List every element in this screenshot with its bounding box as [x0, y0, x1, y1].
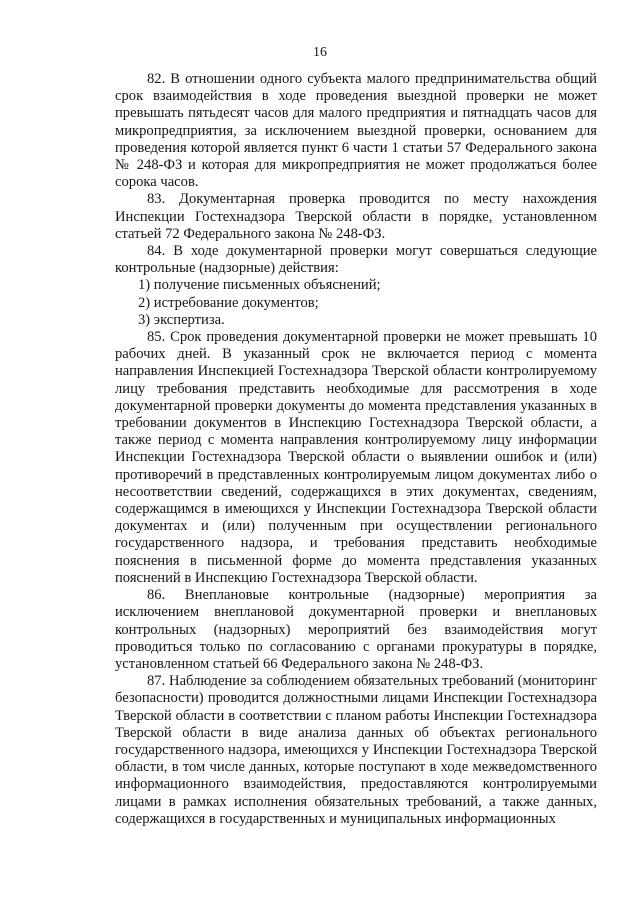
list-item: 3) экспертиза.	[138, 311, 225, 328]
paragraph-83: 83. Документарная проверка проводится по месту нахождения Инспекции Гостехнадзора Тверской области в порядке, установленном статьей 72 Федерального закона № 248-ФЗ.	[115, 191, 597, 242]
paragraph-84: 84. В ходе документарной проверки могут совершаться следующие контрольные (надзорные) действия:	[115, 243, 597, 277]
document-body	[115, 71, 597, 828]
page-number: 16	[313, 45, 327, 60]
paragraph-85: 85. Срок проведения документарной проверки не может превышать 10 рабочих дней. В указанный срок не включается период с момента направления Инспекцией Гостехнадзора Тверской области контролируемому лицу требования представить необходимые для рассмотрения в ходе документарной проверки документы до момента представления указанных в требовании документов в Инспекцию Гостехнадзора Тверской области, а также период с момента направления контролируемому лицу информации Инспекции Гостехнадзора Тверской области о выявлении ошибок и (или) противоречий в представленных контролируемым лицом документах либо о несоответствии сведений, содержащихся в этих документах, сведениям, содержащимся в имеющихся у Инспекции Гостехнадзора Тверской области документах и (или) полученным при осуществлении регионального государственного надзора, и требования представить необходимые пояснения в письменной форме до момента представления указанных пояснений в Инспекцию Гостехнадзора Тверской области.	[115, 329, 597, 586]
list-item: 1) получение письменных объяснений;	[138, 277, 381, 294]
list-item: 2) истребование документов;	[138, 294, 319, 311]
paragraph-82: 82. В отношении одного субъекта малого предпринимательства общий срок взаимодействия в ходе проведения выездной проверки не может превышать пятьдесят часов для малого предприятия и пятнадцать часов для микропредприятия, за исключением выездной проверки, основанием для проведения которой является пункт 6 части 1 статьи 57 Федерального закона № 248-ФЗ и которая для микропредприятия не может продолжаться более сорока часов.	[115, 71, 597, 191]
paragraph-87: 87. Наблюдение за соблюдением обязательных требований (мониторинг безопасности) проводится должностными лицами Инспекции Гостехнадзора Тверской области в соответствии с планом работы Инспекции Гостехнадзора Тверской области в виде анализа данных об объектах регионального государственного надзора, имеющихся у Инспекции Гостехнадзора Тверской области, в том числе данных, которые поступают в ходе межведомственного информационного взаимодействия, предоставляются контролируемыми лицами в рамках исполнения обязательных требований, а также данных, содержащихся в государственных и муниципальных информационных	[115, 673, 597, 827]
paragraph-86: 86. Внеплановые контрольные (надзорные) мероприятия за исключением внеплановой документарной проверки и внеплановых контрольных (надзорных) мероприятий без взаимодействия могут проводиться только по согласованию с органами прокуратуры в порядке, установленном статьей 66 Федерального закона № 248-ФЗ.	[115, 587, 597, 672]
